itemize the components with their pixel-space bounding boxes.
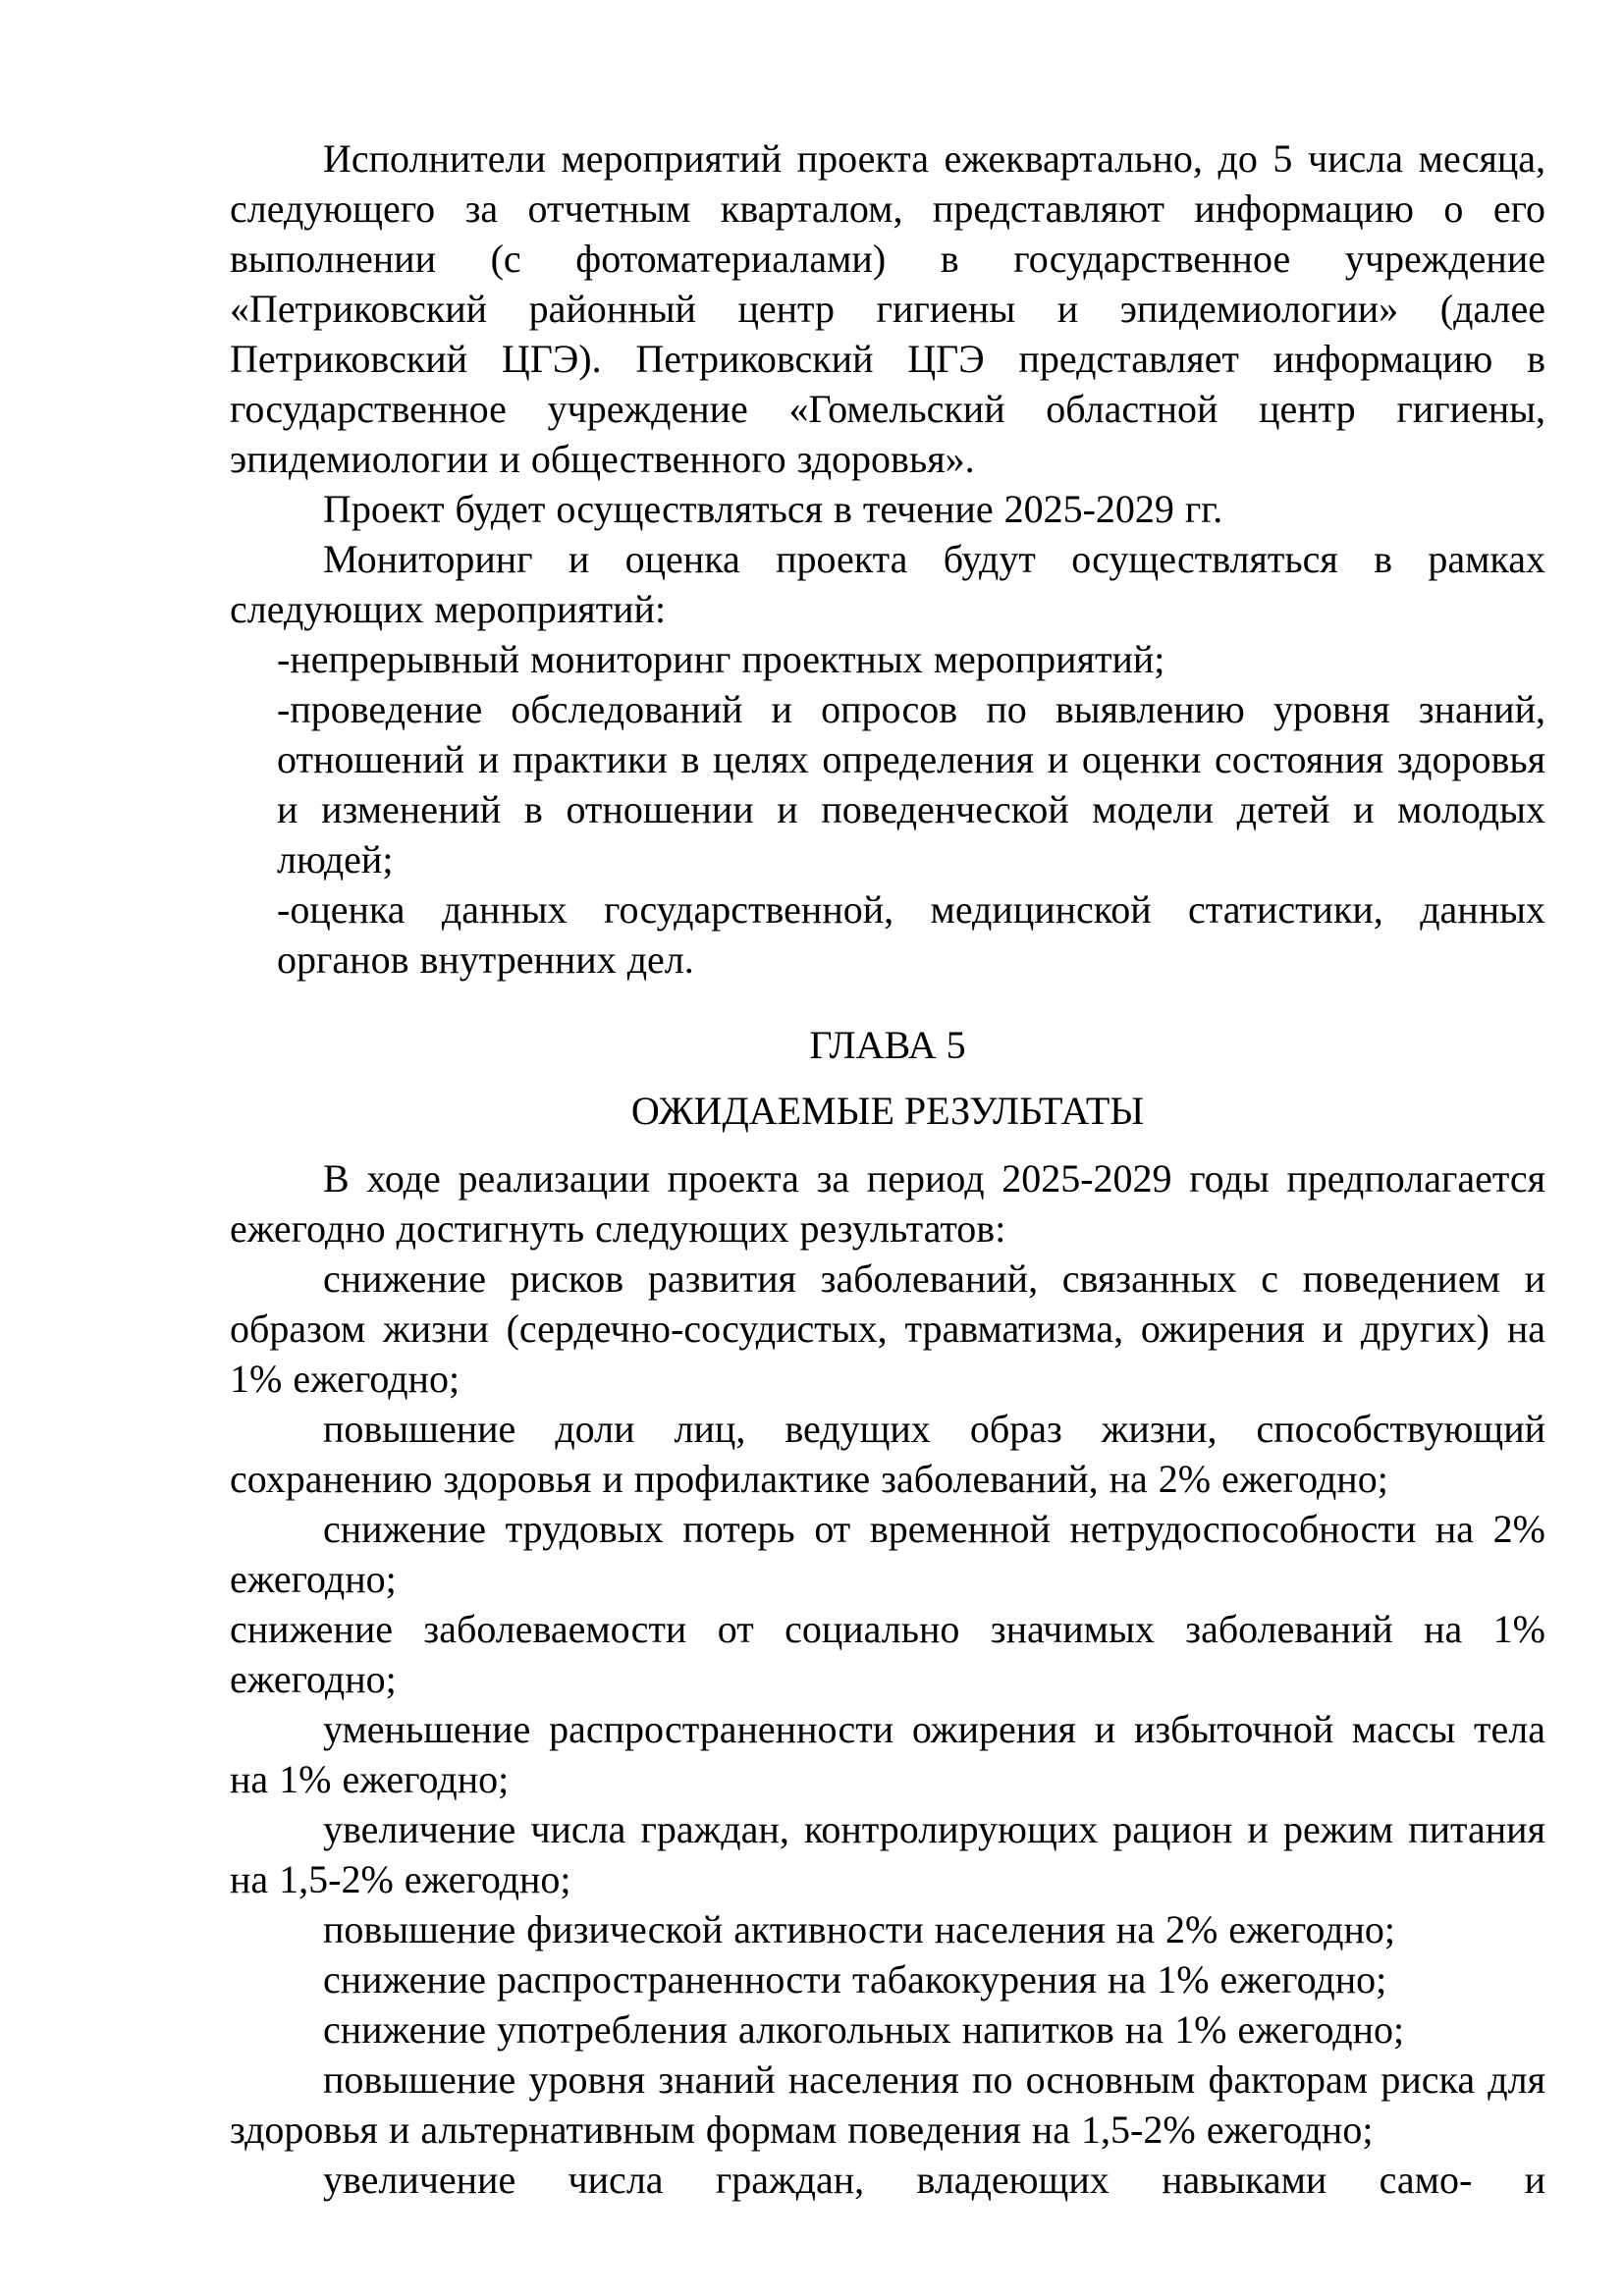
result-item-10: повышение уровня знаний населения по основным факторам риска для здоровья и альтернативным формам поведения на 1,5-2% ежегодно; xyxy=(230,2057,1545,2152)
monitoring-list-item-1: -непрерывный мониторинг проектных мероприятий; xyxy=(277,637,1165,681)
page-text-content xyxy=(230,133,1545,2205)
result-item-2: повышение доли лиц, ведущих образ жизни, способствующий сохранению здоровья и профилактике заболеваний, на 2% ежегодно; xyxy=(230,1407,1545,1501)
paragraph-results-intro: В ходе реализации проекта за период 2025-2029 годы предполагается ежегодно достигнуть следующих результатов: xyxy=(230,1156,1545,1251)
result-item-8: снижение распространенности табакокурения на 1% ежегодно; xyxy=(323,1957,1387,2002)
monitoring-list-item-3: -оценка данных государственной, медицинской статистики, данных органов внутренних дел. xyxy=(277,887,1545,982)
result-item-4: снижение заболеваемости от социально значимых заболеваний на 1% ежегодно; xyxy=(230,1607,1545,1701)
result-item-6: увеличение числа граждан, контролирующих рацион и режим питания на 1,5-2% ежегодно; xyxy=(230,1807,1545,1901)
result-item-7: повышение физической активности населения на 2% ежегодно; xyxy=(323,1907,1396,1951)
chapter-title-heading: ОЖИДАЕМЫЕ РЕЗУЛЬТАТЫ xyxy=(630,1089,1145,1133)
paragraph-monitoring-intro: Мониторинг и оценка проекта будут осуществляться в рамках следующих мероприятий: xyxy=(230,537,1545,631)
result-item-11: увеличение числа граждан, владеющих навыками само- и xyxy=(323,2158,1545,2202)
monitoring-measures-list xyxy=(277,634,1545,985)
result-item-9: снижение употребления алкогольных напитков на 1% ежегодно; xyxy=(323,2007,1405,2052)
result-item-3: снижение трудовых потерь от временной нетрудоспособности на 2% ежегодно; xyxy=(230,1507,1545,1601)
paragraph-project-timeline: Проект будет осуществляться в течение 2025-2029 гг. xyxy=(323,487,1223,531)
result-item-1: снижение рисков развития заболеваний, связанных с поведением и образом жизни (сердечно-сосудистых, травматизма, ожирения и других) на 1% ежегодно; xyxy=(230,1256,1545,1401)
monitoring-list-item-2: -проведение обследований и опросов по выявлению уровня знаний, отношений и практики в целях определения и оценки состояния здоровья и изменений в отношении и поведенческой модели детей и молодых людей; xyxy=(277,687,1545,881)
paragraph-reporting: Исполнители мероприятий проекта ежеквартально, до 5 числа месяца, следующего за отчетным кварталом, представляют информацию о его выполнении (с фотоматериалами) в государственное учреждение «Петриковский районный центр гигиены и эпидемиологии» (далее Петриковский ЦГЭ). Петриковский ЦГЭ представляет информацию в государственное учреждение «Гомельский областной центр гигиены, эпидемиологии и общественного здоровья». xyxy=(230,136,1545,481)
result-item-5: уменьшение распространенности ожирения и избыточной массы тела на 1% ежегодно; xyxy=(230,1707,1545,1801)
chapter-number-heading: ГЛАВА 5 xyxy=(809,1023,966,1067)
